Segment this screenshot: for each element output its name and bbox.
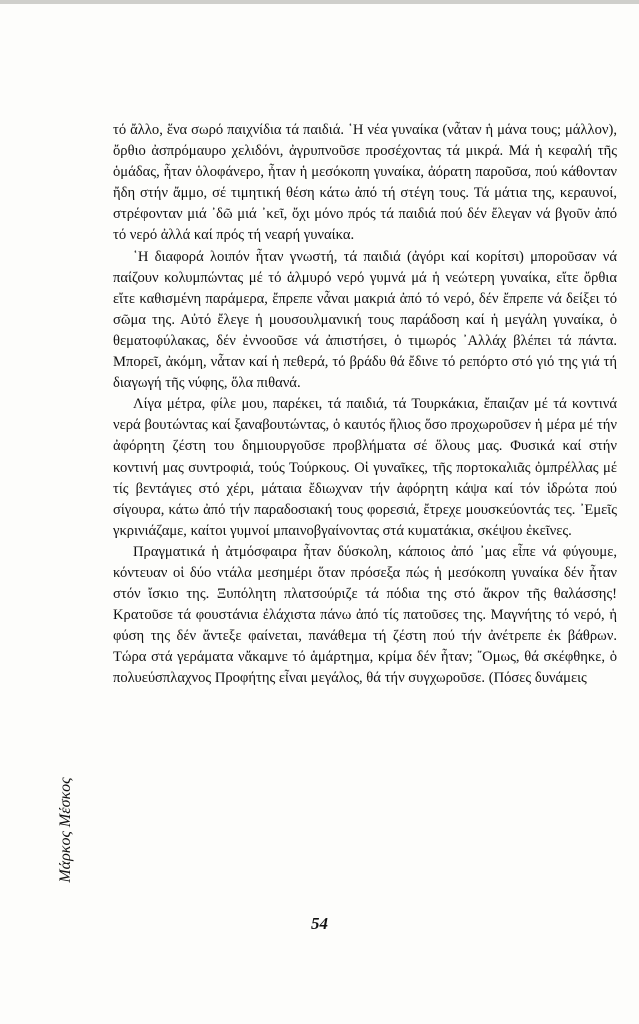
top-edge-rule: [0, 0, 639, 4]
paragraph-2: ῾Η διαφορά λοιπόν ἦταν γνωστή, τά παιδιά (ἀγόρι καί κορίτσι) μποροῦσαν νά παίζουν κολυμπώντας μέ τό ἁλμυρό νερό γυμνά μά ἡ νεώτερη γυναίκα, εἴτε ὄρθια εἴτε καθισμένη παράμερα, ἔπρεπε νἆναι μακριά ἀπό τό νερό, δέν ἔπρεπε νά δείξει τό σῶμα της. Αὐτό ἔλεγε ἡ μουσουλμανική τους παράδοση καί ἡ μεγάλη γυναίκα, ὁ θεματοφύλακας, δέν ἐννοοῦσε νά ἀπιστήσει, ὁ τιμωρός ᾿Αλλάχ βλέπει τά πάντα. Μπορεῖ, ἀκόμη, νἆταν καί ἡ πεθερά, τό βράδυ θά ἔδινε τό ρεπόρτο στό γιό της γιά τή διαγωγή τῆς νύφης, ὅλα πιθανά.: [113, 248, 617, 392]
paragraph-3: Λίγα μέτρα, φίλε μου, παρέκει, τά παιδιά, τά Τουρκάκια, ἔπαιζαν μέ τά κοντινά νερά βουτώντας καί ξαναβουτώντας, ὁ καυτός ἥλιος ὅσο προχωροῦσεν ἡ μέρα μέ τήν ἀφόρητη ζέστη του δημιουργοῦσε προβλήματα σέ ὅλους μας. Φυσικά καί στήν κοντινή μας συντροφιά, τούς Τούρκους. Οἱ γυναῖκες, τῆς πορτοκαλιᾶς ὀμπρέλλας μέ τίς βεντάγιες στό χέρι, μάταια ἔδιωχναν τήν ἀφόρητη κάψα καί τόν ἱδρώτα πού σίγουρα, κάτω ἀπό τήν παραδοσιακή τους φορεσιά, ἔτρεχε μουσκεύοντάς τες. ᾿Εμεῖς γκρινιάζαμε, καίτοι γυμνοί μπαινοβγαίνοντας στά κυματάκια, σκέψου ἐκεῖνες.: [113, 396, 617, 539]
body-text: [113, 120, 617, 690]
page-number: 54: [311, 914, 328, 933]
author-running-head: Μάρκος Μέσκος: [57, 777, 74, 883]
paragraph-4: Πραγματικά ἡ ἀτμόσφαιρα ἦταν δύσκολη, κάποιος ἀπό ᾿μας εἶπε νά φύγουμε, κόντευαν οἱ δύο ντάλα μεσημέρι ὅταν πρόσεξα πώς ἡ μεσόκοπη γυναίκα δέν ἦταν στόν ἴσκιο της. Ξυπόλητη πλατσούριζε τά πόδια της στό ἄκρον τῆς θαλάσσης! Κρατοῦσε τά φουστάνια ἐλάχιστα πάνω ἀπό τίς πατοῦσες της. Μαγνήτης τό νερό, ἡ φύση της δέν ἄντεξε φαίνεται, πανάθεμα τή ζέστη πού τήν ἀνέτρεπε ἐκ βάθρων. Τώρα στά γεράματα νἄκαμνε τό ἁμάρτημα, κρίμα δέν ἦταν; ῎Ομως, θά σκέφθηκε, ὁ πολυεύσπλαχνος Προφήτης εἶναι μεγάλος, θά τήν συγχωροῦσε. (Πόσες δυνάμεις: [113, 543, 617, 687]
paragraph-1: τό ἄλλο, ἕνα σωρό παιχνίδια τά παιδιά. ῾Η νέα γυναίκα (νἆταν ἡ μάνα τους; μάλλον), ὄρθιο ἀσπρόμαυρο χελιδόνι, ἀγρυπνοῦσε προσέχοντας τά μικρά. Μά ἡ κεφαλή τῆς ὁμάδας, ἦταν ὁλοφάνερο, ἦταν ἡ μεσόκοπη γυναίκα, ἀόρατη παροῦσα, πού κάθονταν ἤδη στήν ἄμμο, σέ τιμητική θέση κάτω ἀπό τή στέγη τους. Τά μάτια της, κεραυνοί, στρέφονταν μιά ᾿δῶ μιά ᾿κεῖ, ὄχι μόνο πρός τά παιδιά πού δέν ἔλεγαν νά βγοῦν ἀπό τό νερό ἀλλά καί πρός τή νεαρή γυναίκα.: [113, 122, 617, 244]
